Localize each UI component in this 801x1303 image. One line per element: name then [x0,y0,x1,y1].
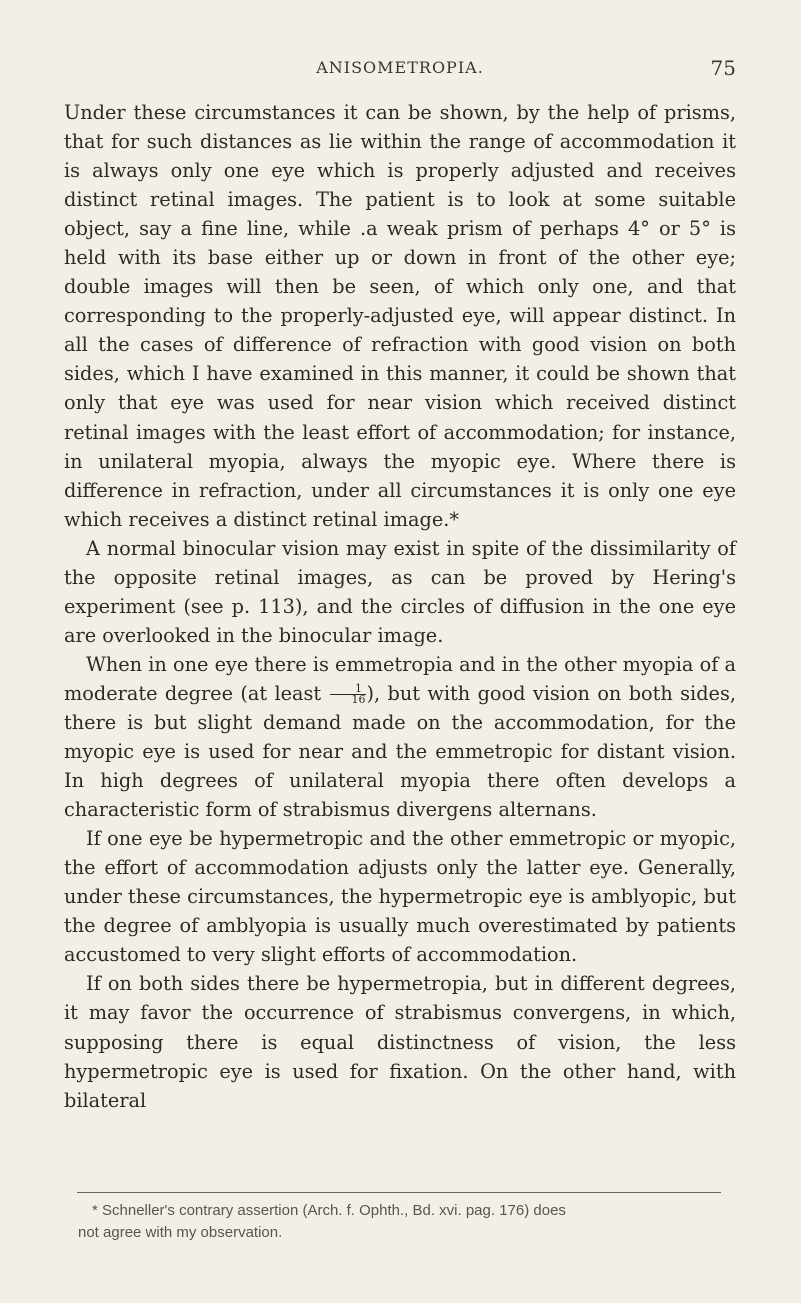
body-text [64,98,736,1115]
fraction-numerator: 1 [330,684,366,695]
paragraph-4: If one eye be hypermetropic and the other emmetropic or myopic, the effort of accommodation adjusts only the latter eye. Generally, under these circumstances, the hypermetropic eye is amblyopic, but the degree of amblyopia is usually much overestimated by patients accustomed to very slight efforts of accommodation. [64,827,736,967]
footnote-line-1: * Schneller's contrary assertion (Arch. f. Ophth., Bd. xvi. pag. 176) does [92,1202,566,1219]
footnote-rule [77,1192,721,1193]
footnote-line-2: not agree with my observation. [78,1224,283,1241]
paragraph-2: A normal binocular vision may exist in spite of the dissimilarity of the opposite retinal images, as can be proved by Hering's experiment (see p. 113), and the circles of diffusion in the one eye are overlooked in the binocular image. [64,536,736,647]
fraction-denominator: 16 [351,693,366,707]
paragraph-1: Under these circumstances it can be shown, by the help of prisms, that for such distances as lie within the range of accommodation it is always only one eye which is properly adjusted and receives distinct retinal images. The patient is to look at some suitable object, say a fine line, while .a weak prism of perhaps 4° or 5° is held with its base either up or down in front of the other eye; double images will then be seen, of which only one, and that corresponding to the properly-adjusted eye, will appear distinct. In all the cases of difference of refraction with good vision on both sides, which I have examined in this manner, it could be shown that only that eye was used for near vision which received distinct retinal images with the least effort of accommodation; for instance, in unilateral myopia, always the myopic eye. Where there is difference in refraction, under all circumstances it is only one eye which receives a distinct retinal image.* [64,101,736,531]
paragraph-5: If on both sides there be hypermetropia, but in different degrees, it may favor the occurrence of strabismus convergens, in which, supposing there is equal distinctness of vision, the less hypermetropic eye is used for fixation. On the other hand, with bilateral [64,972,736,1112]
paragraph-3-text-after: ), but with good vision on both sides, there is but slight demand made on the accommodation, for the myopic eye is used for near and the emmetropic for distant vision. In high degrees of unilateral myopia there often develops a characteristic form of strabismus divergens alternans. [64,681,736,822]
running-head [64,58,736,88]
running-title: ANISOMETROPIA. [316,58,484,77]
book-page [64,58,736,1115]
paragraph-3 [64,650,736,824]
fraction [330,684,366,705]
footnote [78,1200,720,1244]
page-number: 75 [710,56,736,80]
paragraph-3-text-before: When in one eye there is emmetropia and in the other myopia of a moderate degree (at least [64,652,736,705]
